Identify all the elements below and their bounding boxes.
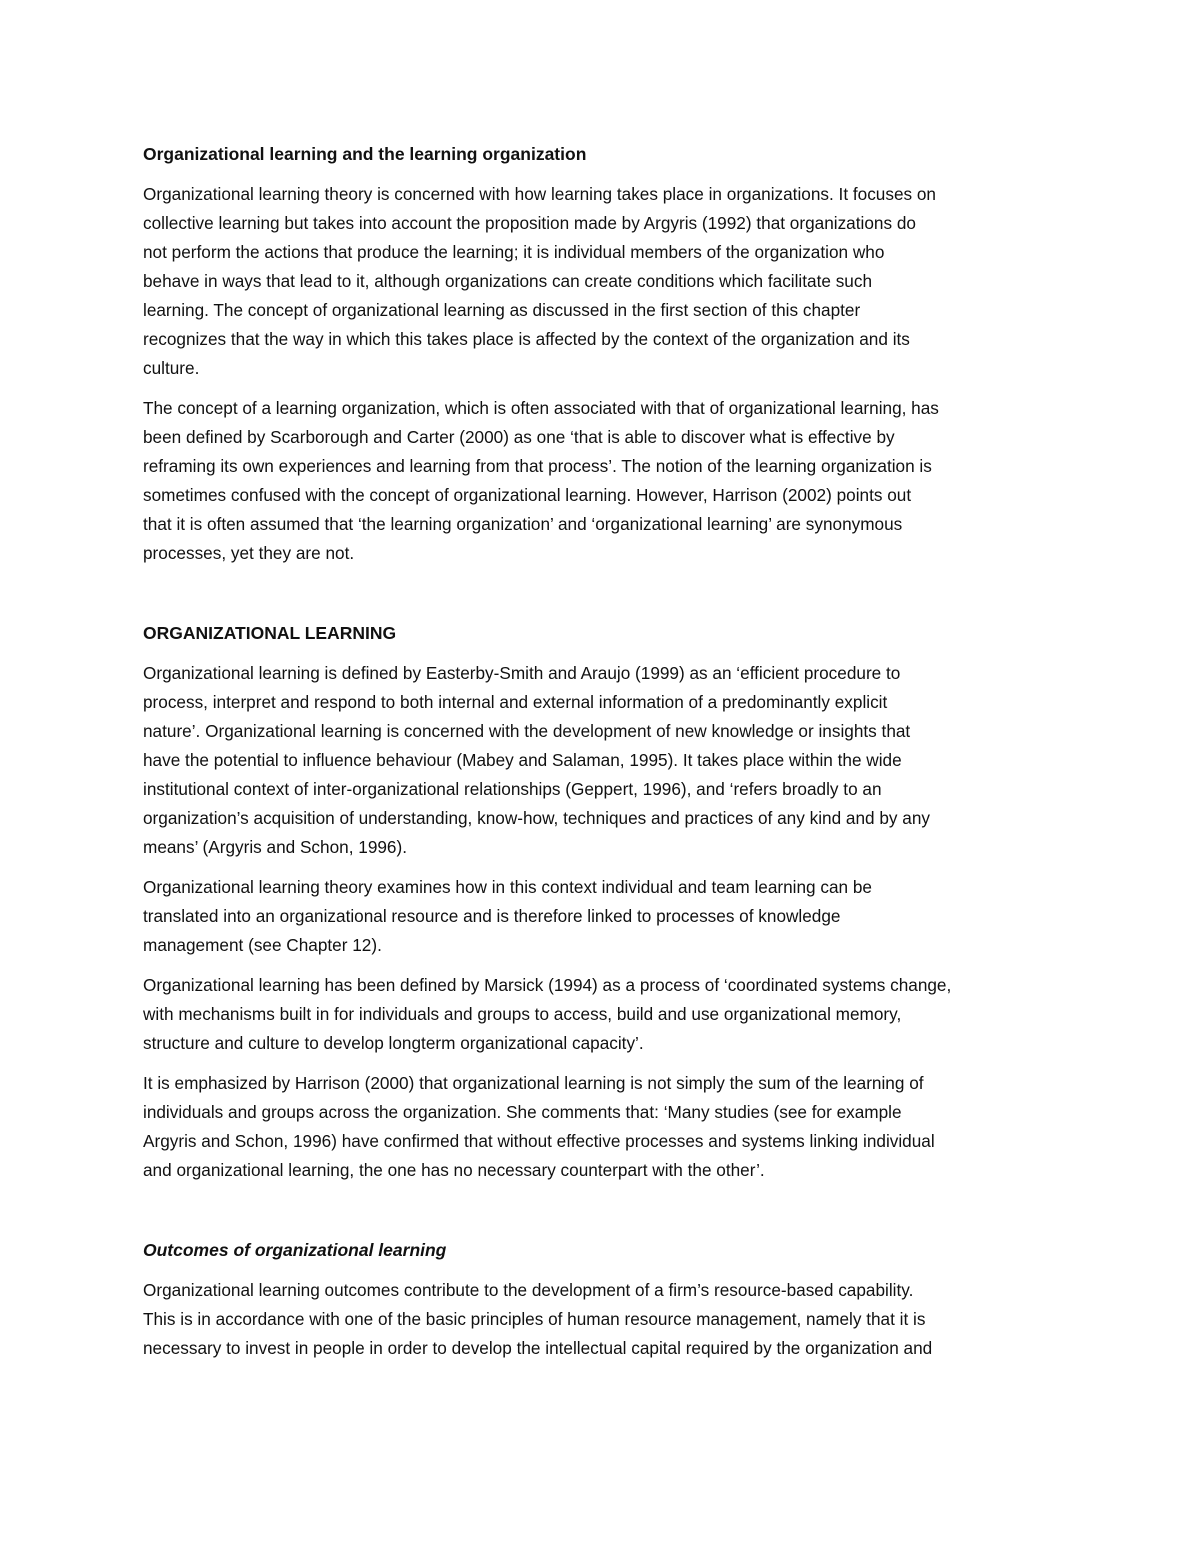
text-line: not perform the actions that produce the learning; it is individual members of the organization who [143,242,885,262]
paragraph-easterby-smith-definition [143,659,1070,862]
paragraph-harrison-emphasis [143,1069,1070,1185]
section-heading-organizational-learning: ORGANIZATIONAL LEARNING [143,623,397,643]
text-line: that it is often assumed that ‘the learning organization’ and ‘organizational learning’ are synonymous [143,514,903,534]
paragraph-learning-outcomes [143,1276,1070,1363]
paragraph-marsick-definition [143,971,1070,1058]
text-line: Organizational learning theory is concerned with how learning takes place in organizations. It focuses on [143,184,936,204]
text-line: culture. [143,358,200,378]
paragraph-learning-organization-concept [143,394,1070,568]
text-line: process, interpret and respond to both internal and external information of a predominantly explicit [143,692,888,712]
text-line: learning. The concept of organizational learning as discussed in the first section of this chapter [143,300,861,320]
text-line: individuals and groups across the organization. She comments that: ‘Many studies (see for example [143,1102,902,1122]
text-line: Argyris and Schon, 1996) have confirmed that without effective processes and systems linking individual [143,1131,935,1151]
text-line: Organizational learning theory examines how in this context individual and team learning can be [143,877,872,897]
text-line: processes, yet they are not. [143,543,355,563]
paragraph-team-learning [143,873,1070,960]
section-spacer [143,1196,1070,1236]
text-line: reframing its own experiences and learning from that process’. The notion of the learning organization is [143,456,932,476]
text-line: Organizational learning outcomes contribute to the development of a firm’s resource-based capability. [143,1280,914,1300]
text-line: and organizational learning, the one has no necessary counterpart with the other’. [143,1160,765,1180]
text-line: It is emphasized by Harrison (2000) that organizational learning is not simply the sum of the learning of [143,1073,924,1093]
text-line: means’ (Argyris and Schon, 1996). [143,837,407,857]
text-line: structure and culture to develop longterm organizational capacity’. [143,1033,644,1053]
text-line: nature’. Organizational learning is concerned with the development of new knowledge or insights that [143,721,911,741]
text-line: recognizes that the way in which this takes place is affected by the context of the organization and its [143,329,910,349]
text-line: with mechanisms built in for individuals and groups to access, build and use organizational memory, [143,1004,902,1024]
text-line: Organizational learning has been defined by Marsick (1994) as a process of ‘coordinated systems change, [143,975,952,995]
text-line: organization’s acquisition of understanding, know-how, techniques and practices of any kind and by any [143,808,930,828]
text-line: The concept of a learning organization, which is often associated with that of organizational learning, has [143,398,939,418]
text-line: sometimes confused with the concept of organizational learning. However, Harrison (2002) points out [143,485,912,505]
text-line: necessary to invest in people in order to develop the intellectual capital required by the organization and [143,1338,933,1358]
text-line: institutional context of inter-organizational relationships (Geppert, 1996), and ‘refers broadly to an [143,779,882,799]
text-line: have the potential to influence behaviour (Mabey and Salaman, 1995). It takes place within the wide [143,750,902,770]
section-heading-learning-organization: Organizational learning and the learning organization [143,144,587,164]
section-heading-outcomes: Outcomes of organizational learning [143,1240,447,1260]
text-line: management (see Chapter 12). [143,935,382,955]
text-line: collective learning but takes into account the proposition made by Argyris (1992) that organizations do [143,213,916,233]
text-line: been defined by Scarborough and Carter (2000) as one ‘that is able to discover what is effective by [143,427,895,447]
text-line: behave in ways that lead to it, although organizations can create conditions which facilitate such [143,271,873,291]
text-line: translated into an organizational resource and is therefore linked to processes of knowledge [143,906,841,926]
paragraph-organizational-learning-theory [143,180,1070,383]
section-spacer [143,579,1070,619]
text-line: Organizational learning is defined by Easterby-Smith and Araujo (1999) as an ‘efficient procedure to [143,663,901,683]
text-line: This is in accordance with one of the basic principles of human resource management, namely that it is [143,1309,926,1329]
